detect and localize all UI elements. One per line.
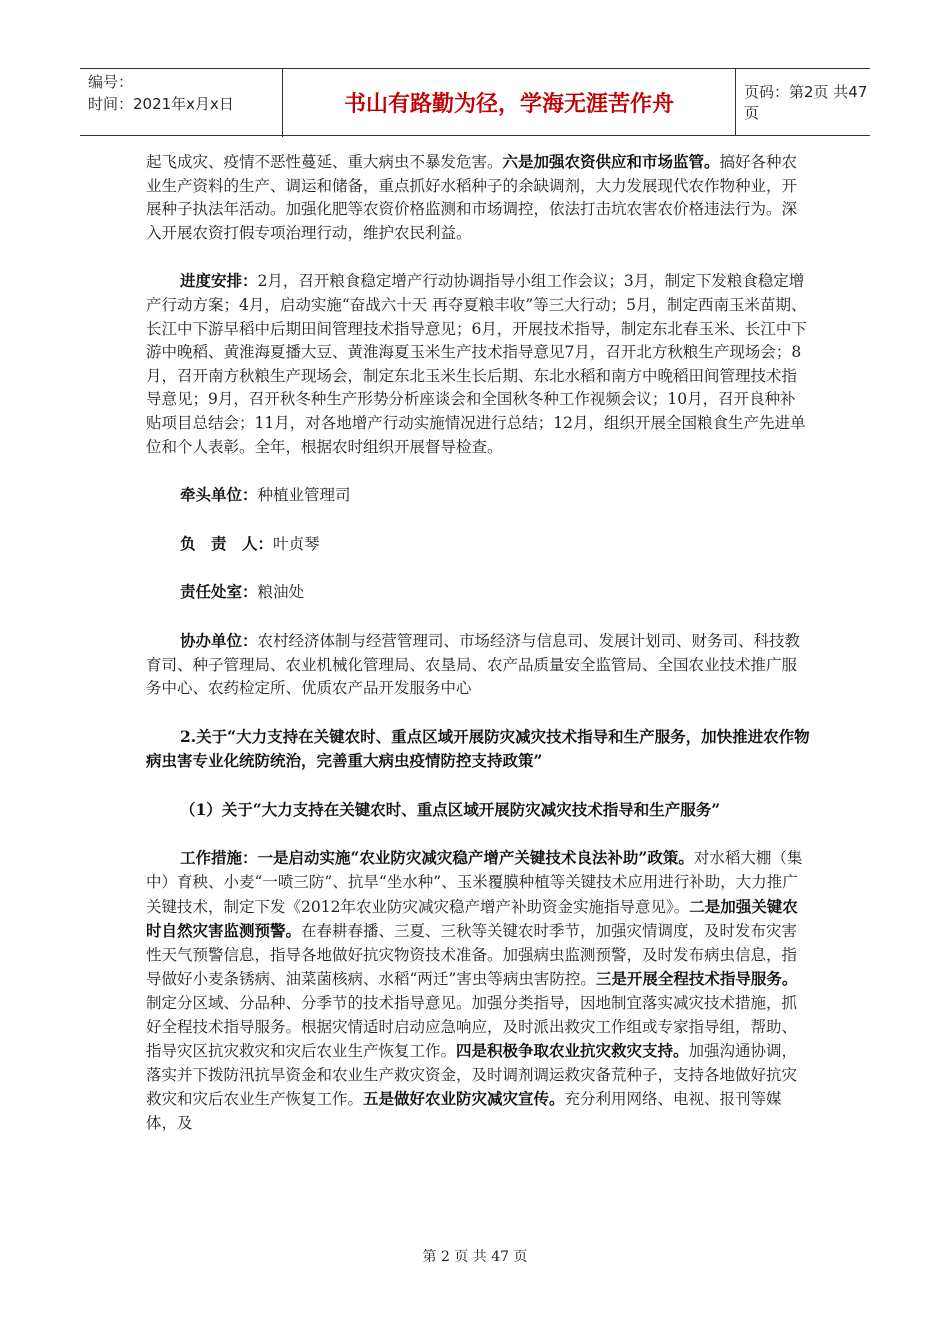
header-meta: [80, 69, 283, 137]
measure-5-heading: 五是做好农业防灾减灾宣传。: [363, 1089, 565, 1109]
section-2-title: [146, 725, 810, 774]
responsible-person-value: 叶贞琴: [273, 534, 320, 553]
subsection-1-title-text: （1）关于“大力支持在关键农时、重点区域开展防灾减灾技术指导和生产服务”: [180, 799, 721, 819]
measure-1-heading: 一是启动实施“农业防灾减灾稳产增产关键技术良法补助”政策。: [257, 848, 694, 868]
section-2-title-text: 2.关于“大力支持在关键农时、重点区域开展防灾减灾技术指导和生产服务，加快推进农作物病虫害专业化统防统治，完善重大病虫疫情防控支持政策”: [146, 726, 810, 771]
work-measures-paragraph: [146, 846, 810, 1135]
p1-text-a: 起飞成灾、疫情不恶性蔓延、重大病虫不暴发危害。: [146, 153, 503, 171]
document-body: [146, 150, 810, 1136]
measure-2-text: 在春耕春播、三夏、三秋等关键农时季节，加强灾情调度，及时发布灾害性天气预警信息，指导各地做好抗灾物资技术准备。加强病虫监测预警，及时发布病虫信息，指导做好小麦条锈病、油菜菌核病、水稻“两迁”害虫等病虫害防控。: [146, 922, 798, 989]
measure-2-heading: 二是加强关键农时自然灾害监测预警。: [146, 896, 798, 941]
assisting-units-label: 协办单位：: [180, 630, 258, 650]
p1-text-c: 搞好各种农业生产资料的生产、调运和储备，重点抓好水稻种子的余缺调剂，大力发展现代农作物种业，开展种子执法年活动。加强化肥等农资价格监测和市场调控，依法打击坑农害农价格违法行为。深入开展农资打假专项治理行动，维护农民利益。: [146, 153, 798, 242]
responsible-person-line: [146, 532, 810, 557]
measure-3-text: 制定分区域、分品种、分季节的技术指导意见。加强分类指导，因地制宜落实减灾技术措施，抓好全程技术指导服务。根据灾情适时启动应急响应，及时派出救灾工作组或专家指导组，帮助、指导灾区抗灾救灾和灾后农业生产恢复工作。: [146, 994, 798, 1061]
p1-bold-heading: 六是加强农资供应和市场监管。: [502, 152, 720, 171]
header-motto: 书山有路勤为径，学海无涯苦作舟: [283, 69, 736, 135]
schedule-paragraph: [146, 269, 810, 459]
responsible-person-label: 负 责 人：: [180, 533, 274, 553]
work-measures-label: 工作措施：: [180, 848, 258, 868]
measure-3-heading: 三是开展全程技术指导服务。: [595, 969, 798, 989]
assisting-units-paragraph: [146, 629, 810, 701]
measure-5-text: 充分利用网络、电视、报刊等媒体，及: [146, 1090, 782, 1132]
lead-unit-value: 种植业管理司: [257, 486, 351, 505]
schedule-label: 进度安排：: [180, 271, 258, 291]
measure-4-heading: 四是积极争取农业抗灾救灾支持。: [456, 1041, 689, 1061]
doc-number-label: 编号：: [88, 73, 134, 91]
header-page-info: 页码：第2页 共47页: [744, 83, 868, 122]
responsible-office-line: [146, 580, 810, 605]
page-header: [80, 68, 870, 136]
page-footer: 第 2 页 共 47 页: [422, 1249, 528, 1265]
doc-date-label: 时间：2021年x月x日: [88, 95, 234, 113]
lead-unit-line: [146, 483, 810, 508]
lead-unit-label: 牵头单位：: [180, 485, 258, 505]
responsible-office-value: 粮油处: [257, 583, 305, 602]
responsible-office-label: 责任处室：: [180, 582, 258, 602]
subsection-1-title: [146, 798, 810, 823]
assisting-units-value: 农村经济体制与经营管理司、市场经济与信息司、发展计划司、财务司、科技教育司、种子管理局、农业机械化管理局、农垦局、农产品质量安全监管局、全国农业技术推广服务中心、农药检定所、优质农产品开发服务中心: [146, 631, 801, 698]
paragraph-1: [146, 150, 810, 245]
measure-4-text: 加强沟通协调，落实并下拨防汛抗旱资金和农业生产救灾资金，及时调剂调运救灾备荒种子，支持各地做好抗灾救灾和灾后农业生产恢复工作。: [146, 1042, 798, 1109]
schedule-text: 2月，召开粮食稳定增产行动协调指导小组工作会议；3月，制定下发粮食稳定增产行动方案；4月，启动实施“奋战六十天 再夺夏粮丰收”等三大行动；5月，制定西南玉米苗期、长江中下游早稻中后期田间管理技术指导意见；6月，开展技术指导，制定东北春玉米、长江中下游中晚稻、黄淮海夏播大豆、黄淮海夏玉米生产技术指导意见7月，召开北方秋粮生产现场会；8月，召开南方秋粮生产现场会，制定东北玉米生长后期、东北水稻和南方中晚稻田间管理技术指导意见；9月，召开秋冬种生产形势分析座谈会和全国秋冬种工作视频会议；10月，召开良种补贴项目总结会；11月，对各地增产行动实施情况进行总结；12月，组织开展全国粮食生产先进单位和个人表彰。全年，根据农时组织开展督导检查。: [146, 272, 807, 456]
measure-1-text: 对水稻大棚（集中）育秧、小麦“一喷三防”、抗旱“坐水种”、玉米覆膜种植等关键技术应用进行补助，大力推广关键技术，制定下发《2012年农业防灾减灾稳产增产补助资金实施指导意见》。: [146, 849, 803, 916]
